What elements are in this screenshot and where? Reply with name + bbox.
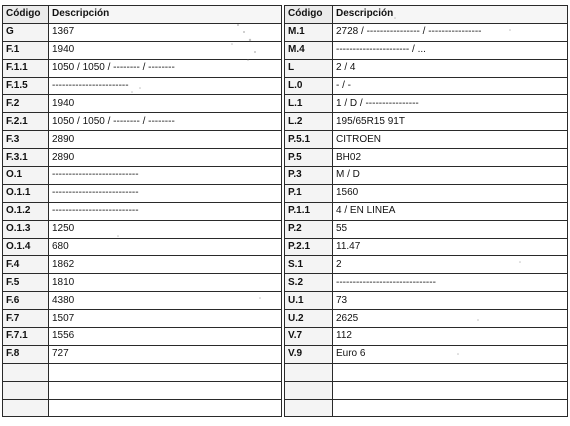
right-data-table: [284, 5, 568, 417]
column-header-code: Código: [3, 6, 49, 24]
table-row: [285, 238, 568, 256]
code-cell: V.7: [285, 328, 333, 346]
table-row: [3, 41, 282, 59]
code-cell: O.1.2: [3, 202, 49, 220]
description-cell: 1050 / 1050 / -------- / --------: [49, 59, 282, 77]
description-cell: ------------------------------: [333, 274, 568, 292]
description-cell: - / -: [333, 77, 568, 95]
table-row: [285, 274, 568, 292]
description-cell: --------------------------: [49, 167, 282, 185]
code-cell: P.5.1: [285, 131, 333, 149]
table-row: [285, 363, 568, 381]
code-cell: [3, 363, 49, 381]
code-cell: L: [285, 59, 333, 77]
table-row: [3, 381, 282, 399]
table-row: [285, 202, 568, 220]
code-cell: F.6: [3, 292, 49, 310]
description-cell: [49, 399, 282, 417]
table-row: [3, 77, 282, 95]
description-cell: 1507: [49, 310, 282, 328]
description-cell: 1556: [49, 328, 282, 346]
description-cell: ---------------------- / ...: [333, 41, 568, 59]
description-cell: CITROEN: [333, 131, 568, 149]
description-cell: 73: [333, 292, 568, 310]
code-cell: [285, 363, 333, 381]
code-cell: P.1.1: [285, 202, 333, 220]
table-row: [285, 95, 568, 113]
table-row: [285, 23, 568, 41]
code-cell: F.5: [3, 274, 49, 292]
code-cell: [285, 381, 333, 399]
code-cell: F.8: [3, 345, 49, 363]
code-cell: S.1: [285, 256, 333, 274]
table-row: [285, 167, 568, 185]
table-row: [3, 256, 282, 274]
column-header-description: Descripción: [49, 6, 282, 24]
description-cell: 1940: [49, 41, 282, 59]
code-cell: M.4: [285, 41, 333, 59]
code-cell: L.1: [285, 95, 333, 113]
description-cell: 1 / D / ----------------: [333, 95, 568, 113]
description-cell: 11.47: [333, 238, 568, 256]
code-cell: F.1: [3, 41, 49, 59]
description-cell: 2890: [49, 131, 282, 149]
code-cell: F.1.5: [3, 77, 49, 95]
description-cell: 2 / 4: [333, 59, 568, 77]
description-cell: --------------------------: [49, 202, 282, 220]
table-row: [3, 113, 282, 131]
code-cell: F.2.1: [3, 113, 49, 131]
table-row: [3, 363, 282, 381]
code-cell: P.5: [285, 149, 333, 167]
code-cell: L.0: [285, 77, 333, 95]
description-cell: [49, 363, 282, 381]
code-cell: U.1: [285, 292, 333, 310]
description-cell: 2890: [49, 149, 282, 167]
table-row: [3, 95, 282, 113]
table-row: [285, 41, 568, 59]
code-cell: F.3: [3, 131, 49, 149]
code-cell: O.1.4: [3, 238, 49, 256]
description-cell: 1367: [49, 23, 282, 41]
table-row: [3, 131, 282, 149]
code-cell: [285, 399, 333, 417]
table-row: [285, 292, 568, 310]
description-cell: BH02: [333, 149, 568, 167]
description-cell: 4380: [49, 292, 282, 310]
table-row: [285, 149, 568, 167]
code-cell: O.1.1: [3, 184, 49, 202]
table-header-row: [285, 6, 568, 24]
table-row: [3, 184, 282, 202]
code-cell: S.2: [285, 274, 333, 292]
description-cell: 1810: [49, 274, 282, 292]
description-cell: 2728 / ---------------- / ----------------: [333, 23, 568, 41]
code-cell: O.1: [3, 167, 49, 185]
table-row: [3, 167, 282, 185]
code-cell: M.1: [285, 23, 333, 41]
code-cell: F.3.1: [3, 149, 49, 167]
table-row: [3, 238, 282, 256]
code-cell: F.7.1: [3, 328, 49, 346]
table-row: [3, 310, 282, 328]
table-row: [285, 220, 568, 238]
description-cell: Euro 6: [333, 345, 568, 363]
code-cell: O.1.3: [3, 220, 49, 238]
description-cell: 1940: [49, 95, 282, 113]
table-row: [3, 149, 282, 167]
column-header-description: Descripción: [333, 6, 568, 24]
code-cell: [3, 381, 49, 399]
table-row: [3, 274, 282, 292]
description-cell: 112: [333, 328, 568, 346]
code-cell: P.2.1: [285, 238, 333, 256]
table-row: [3, 220, 282, 238]
description-cell: 1560: [333, 184, 568, 202]
description-cell: 195/65R15 91T: [333, 113, 568, 131]
table-row: [3, 59, 282, 77]
table-row: [285, 131, 568, 149]
table-row: [3, 345, 282, 363]
code-cell: F.1.1: [3, 59, 49, 77]
table-row: [3, 399, 282, 417]
table-row: [3, 292, 282, 310]
description-cell: [333, 363, 568, 381]
description-cell: 2625: [333, 310, 568, 328]
description-cell: [49, 381, 282, 399]
table-row: [285, 310, 568, 328]
description-cell: M / D: [333, 167, 568, 185]
table-row: [285, 59, 568, 77]
table-row: [285, 345, 568, 363]
description-cell: [333, 381, 568, 399]
code-cell: L.2: [285, 113, 333, 131]
code-cell: P.3: [285, 167, 333, 185]
description-cell: 727: [49, 345, 282, 363]
code-cell: V.9: [285, 345, 333, 363]
right-table-body: [285, 23, 568, 417]
description-cell: 55: [333, 220, 568, 238]
left-table-body: [3, 23, 282, 417]
table-row: [285, 381, 568, 399]
left-data-table: [2, 5, 282, 417]
column-header-code: Código: [285, 6, 333, 24]
code-cell: P.2: [285, 220, 333, 238]
description-cell: 1050 / 1050 / -------- / --------: [49, 113, 282, 131]
table-row: [285, 256, 568, 274]
code-cell: F.4: [3, 256, 49, 274]
description-cell: 2: [333, 256, 568, 274]
description-cell: -----------------------: [49, 77, 282, 95]
table-row: [3, 202, 282, 220]
table-row: [3, 328, 282, 346]
description-cell: 1862: [49, 256, 282, 274]
description-cell: 4 / EN LINEA: [333, 202, 568, 220]
description-cell: 680: [49, 238, 282, 256]
code-cell: P.1: [285, 184, 333, 202]
table-row: [285, 184, 568, 202]
table-row: [285, 113, 568, 131]
code-cell: F.7: [3, 310, 49, 328]
description-cell: --------------------------: [49, 184, 282, 202]
table-row: [285, 328, 568, 346]
table-row: [285, 77, 568, 95]
code-cell: F.2: [3, 95, 49, 113]
table-header-row: [3, 6, 282, 24]
table-row: [3, 23, 282, 41]
code-cell: U.2: [285, 310, 333, 328]
table-row: [285, 399, 568, 417]
code-cell: G: [3, 23, 49, 41]
description-cell: [333, 399, 568, 417]
code-cell: [3, 399, 49, 417]
description-cell: 1250: [49, 220, 282, 238]
